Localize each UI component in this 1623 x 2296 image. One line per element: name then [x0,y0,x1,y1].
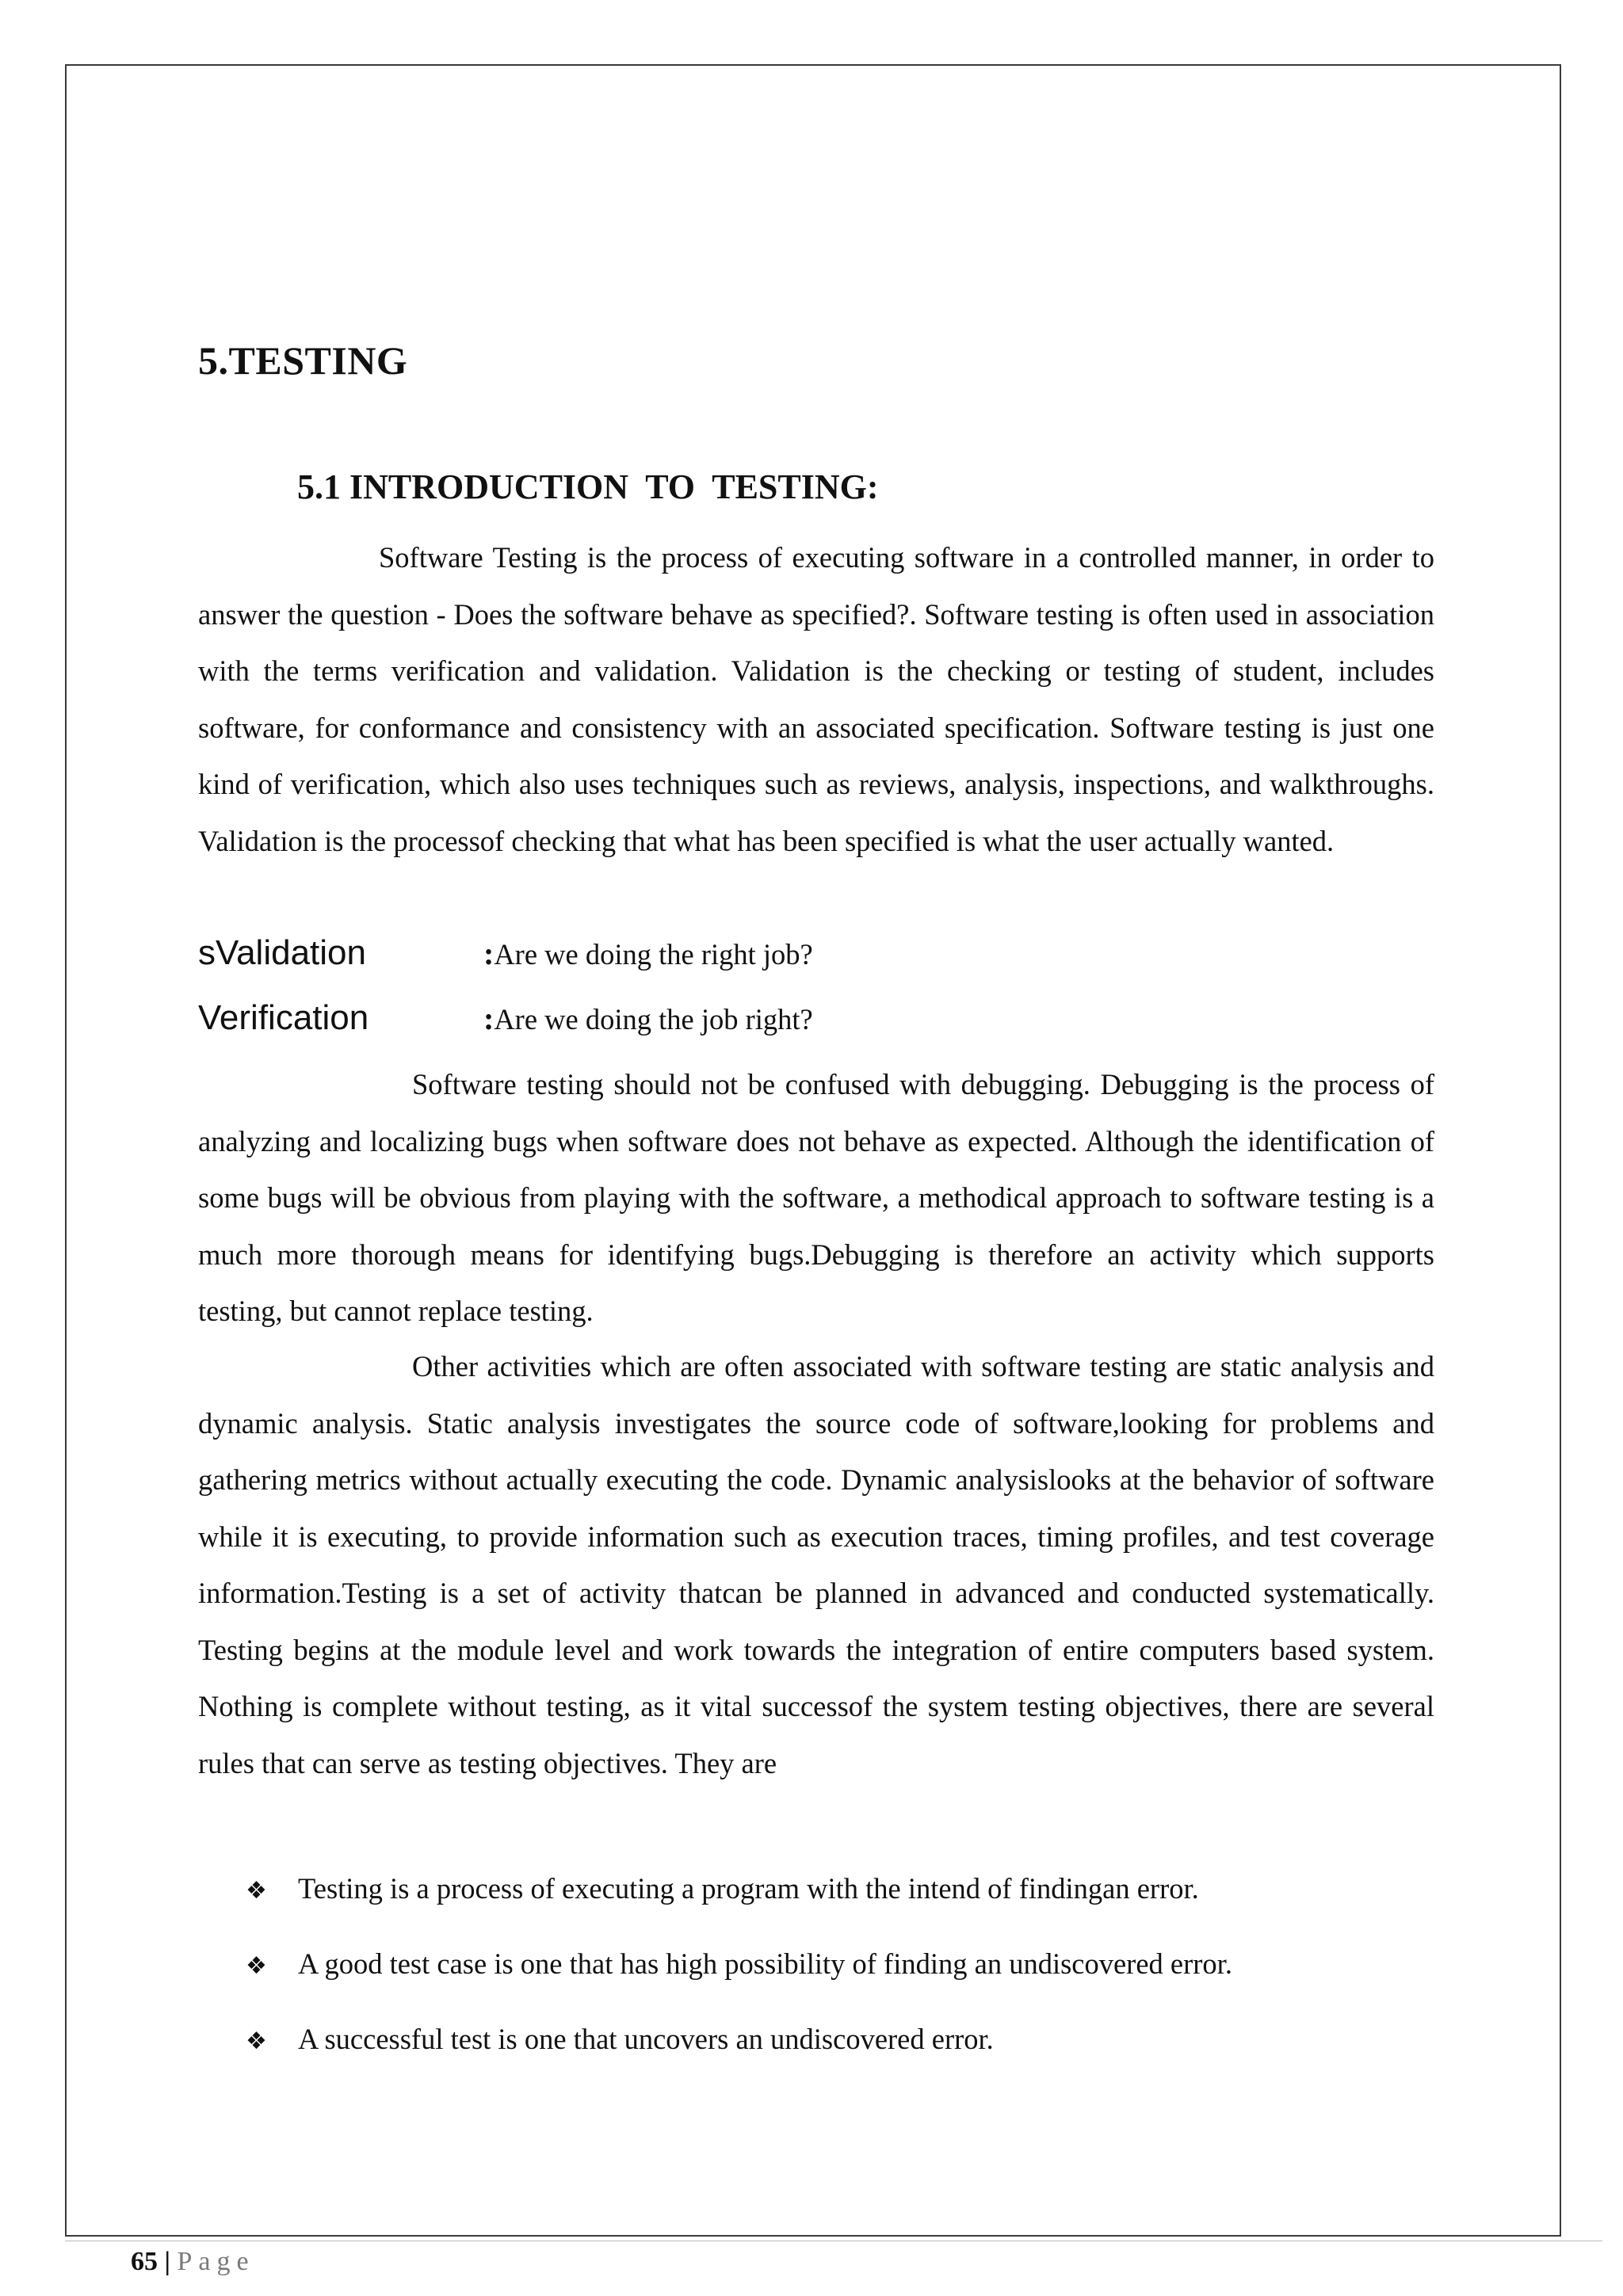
definition-colon: : [483,936,495,971]
page-label: Page [177,2247,255,2276]
list-item-text: A good test case is one that has high possibility of finding an undiscovered error. [298,1947,1232,1980]
diamond-bullet-icon: ❖ [246,1952,267,1980]
validation-definition [198,933,813,981]
list-item-text: Testing is a process of executing a program with the intend of findingan error. [298,1872,1199,1905]
verification-term: Verification [198,998,369,1037]
intro-paragraph: Software Testing is the process of executing software in a controlled manner, in order to answer the question - Does the software behave as specified?. Software testing is often used in association with the terms verification and validation. Validation is the checking or testing of student, includes software, for conformance and consistency with an associated specification. Software testing is just one kind of verification, which also uses techniques such as reviews, analysis, inspections, and walkthroughs. Validation is the processof checking that what has been specified is what the user actually wanted. [198,541,1434,857]
section-title: 5.1 INTRODUCTION TO TESTING: [297,467,879,506]
list-item-text: A successful test is one that uncovers an undiscovered error. [298,2023,994,2055]
validation-question: Are we doing the right job? [494,938,813,971]
list-item [246,1947,1232,2022]
page-number: 65 [131,2247,158,2276]
analysis-paragraph: Other activities which are often associated with software testing are static analysis and dynamic analysis. Static analysis investigates the source code of software,looking for problems and gathering metrics without actually executing the code. Dynamic analysislooks at the behavior of software while it is executing, to provide information such as execution traces, timing profiles, and test coverage information.Testing is a set of activity thatcan be planned in advanced and conducted systematically. Testing begins at the module level and work towards the integration of entire computers based system. Nothing is complete without testing, as it vital successof the system testing objectives, there are several rules that can serve as testing objectives. They are [198,1350,1434,1779]
debugging-paragraph: Software testing should not be confused with debugging. Debugging is the process of analyzing and localizing bugs when software does not behave as expected. Although the identification of some bugs will be obvious from playing with the software, a methodical approach to software testing is a much more thorough means for identifying bugs.Debugging is therefore an activity which supports testing, but cannot replace testing. [198,1068,1434,1327]
diamond-bullet-icon: ❖ [246,1877,267,1905]
chapter-title: 5.TESTING [198,338,408,383]
testing-objectives-list [246,1871,1232,2097]
definition-colon: : [483,1001,495,1036]
footer-separator: | [158,2247,178,2276]
verification-question: Are we doing the job right? [494,1003,813,1035]
diamond-bullet-icon: ❖ [246,2027,267,2055]
list-item [246,1871,1232,1947]
list-item [246,2022,1232,2097]
page-footer [131,2248,255,2275]
verification-definition [198,998,813,1046]
validation-term: sValidation [198,933,366,972]
